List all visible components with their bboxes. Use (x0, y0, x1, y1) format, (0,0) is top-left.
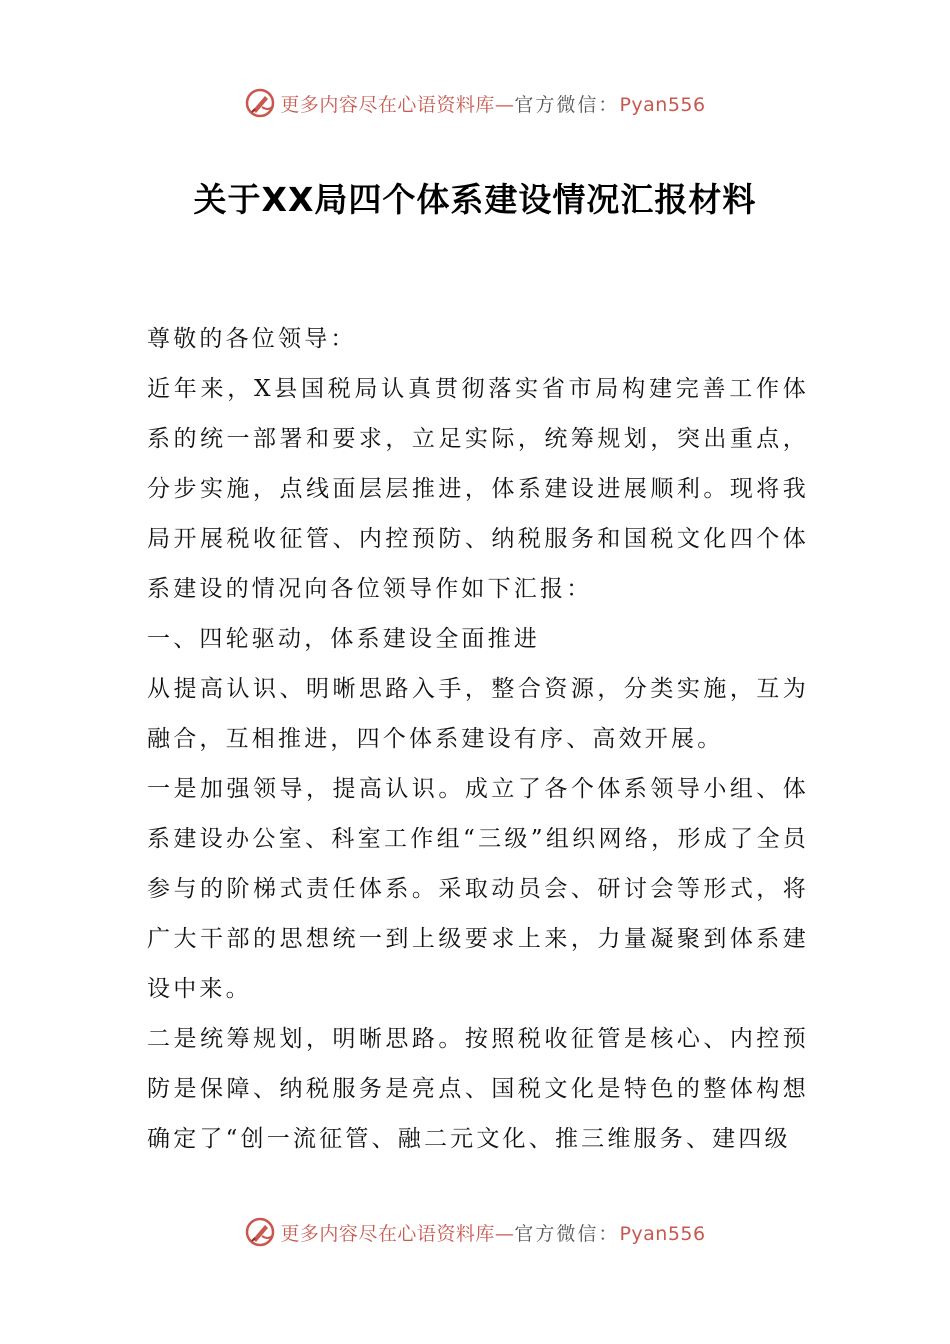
body-paragraph: 二是统筹规划，明晰思路。按照税收征管是核心、内控预防是保障、纳税服务是亮点、国税文化是特色的整体构想确定了“创一流征管、融二元文化、推三维服务、建四级 (147, 1026, 809, 1152)
section-heading-1: 一、四轮驱动，体系建设全面推进 (147, 626, 540, 652)
document-title: 关于XX局四个体系建设情况汇报材料 (193, 180, 757, 219)
header-watermark (0, 83, 950, 123)
salutation: 尊敬的各位领导： (147, 326, 357, 352)
body-paragraph: 从提高认识、明晰思路入手，整合资源，分类实施，互为融合，互相推进，四个体系建设有序、高效开展。 (147, 676, 809, 752)
watermark-separator: — (494, 1222, 515, 1245)
watermark-brand: 更多内容尽在心语资料库 (280, 1222, 495, 1245)
watermark-brand: 更多内容尽在心语资料库 (280, 93, 495, 116)
watermark-wechat-id: Pyan556 (619, 1222, 706, 1245)
watermark-wechat-id: Pyan556 (619, 93, 706, 116)
pen-seal-icon (244, 1216, 276, 1248)
pen-seal-icon (244, 87, 276, 119)
watermark-separator: — (494, 93, 515, 116)
intro-paragraph: 近年来，X县国税局认真贯彻落实省市局构建完善工作体系的统一部署和要求，立足实际，统筹规划，突出重点，分步实施，点线面层层推进，体系建设进展顺利。现将我局开展税收征管、内控预防、纳税服务和国税文化四个体系建设的情况向各位领导作如下汇报： (147, 376, 809, 602)
watermark-official-label: 官方微信： (514, 93, 620, 116)
footer-watermark (0, 1212, 950, 1252)
body-paragraph: 一是加强领导，提高认识。成立了各个体系领导小组、体系建设办公室、科室工作组“三级”组织网络，形成了全员参与的阶梯式责任体系。采取动员会、研讨会等形式，将广大干部的思想统一到上级要求上来，力量凝聚到体系建设中来。 (147, 776, 809, 1002)
document-body (147, 314, 809, 1164)
watermark-text (280, 1219, 705, 1246)
watermark-text (280, 90, 705, 117)
watermark-official-label: 官方微信： (514, 1222, 620, 1245)
